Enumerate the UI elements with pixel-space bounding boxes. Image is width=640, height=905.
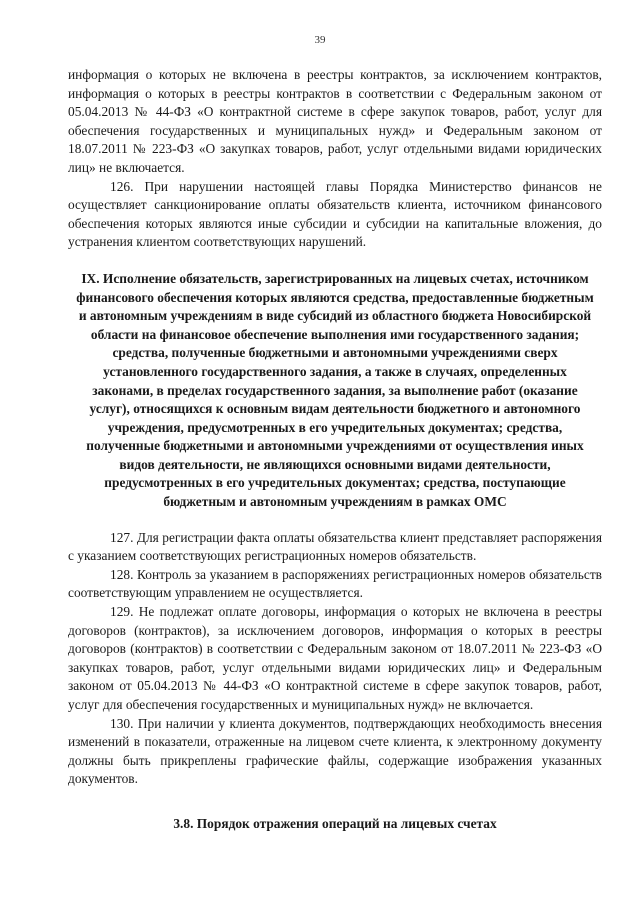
section-heading: IX. Исполнение обязательств, зарегистрированных на лицевых счетах, источником финансового обеспечения которых являются средства, предоставленные бюджетным и автономным учреждениям в виде субсидий из областного бюджета Новосибирской области на финансовое обеспечение выполнения ими государственного задания; средства, полученные бюджетными и автономными учреждениями сверх установленного государственного задания, а также в случаях, определенных законами, в пределах государственного задания, за выполнение работ (оказание услуг), относящихся к основным видам деятельности бюджетного и автономного учреждения, предусмотренных в его учредительных документах; средства, полученные бюджетными и автономными учреждениями от осуществления иных видов деятельности, не являющихся основными видами деятельности, предусмотренных в его учредительных документах; средства, поступающие бюджетным и автономным учреждениям в рамках ОМС — [76, 270, 594, 510]
paragraph-128: 128. Контроль за указанием в распоряжениях регистрационных номеров обязательств соответствующим управлением не осуществляется. — [68, 566, 602, 601]
document-body — [68, 66, 602, 834]
paragraph-continuation: информация о которых не включена в реестры контрактов, за исключением контрактов, информация о которых в реестры контрактов в соответствии с Федеральным законом от 05.04.2013 № 44-ФЗ «О контрактной системе в сфере закупок товаров, работ, услуг для обеспечения государственных и муниципальных нужд» и Федеральным законом от 18.07.2011 № 223-ФЗ «О закупках товаров, работ, услуг отдельными видами юридических лиц» не включается. — [68, 67, 602, 175]
paragraph-129: 129. Не подлежат оплате договоры, информация о которых не включена в реестры договоров (контрактов), за исключением договоров, информация о которых в реестры договоров (контрактов) в соответствии с Федеральным законом от 18.07.2011 № 223-ФЗ «О закупках товаров, работ, услуг отдельными видами юридических лиц» и Федеральным законом от 05.04.2013 № 44-ФЗ «О контрактной системе в сфере закупок товаров, работ, услуг для обеспечения государственных и муниципальных нужд» не включается. — [68, 604, 602, 712]
paragraph-127: 127. Для регистрации факта оплаты обязательства клиент представляет распоряжения с указанием соответствующих регистрационных номеров обязательств. — [68, 529, 602, 564]
paragraph-130: 130. При наличии у клиента документов, подтверждающих необходимость внесения изменений в показатели, отраженные на лицевом счете клиента, к электронному документу должны быть прикреплены графические файлы, содержащие изображения указанных документов. — [68, 715, 602, 787]
subsection-heading: 3.8. Порядок отражения операций на лицевых счетах — [173, 815, 497, 831]
page-number: 39 — [314, 34, 326, 46]
paragraph-126: 126. При нарушении настоящей главы Порядка Министерство финансов не осуществляет санкционирование оплаты обязательств клиента, источником финансового обеспечения которых являются иные субсидии и субсидии на капитальные вложения, до устранения клиентом соответствующих нарушений. — [68, 178, 602, 250]
